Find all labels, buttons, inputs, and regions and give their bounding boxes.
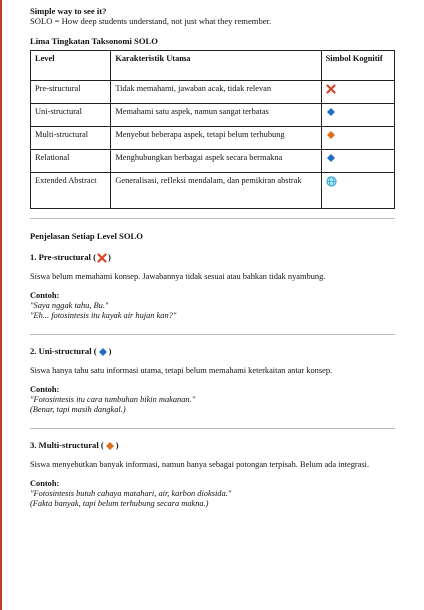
divider	[30, 218, 395, 219]
example-line: (Fakta banyak, tapi belum terhubung secara makna.)	[30, 499, 209, 508]
level-heading-prefix: 3. Multi-structural (	[30, 440, 104, 450]
level-heading-suffix: )	[107, 252, 111, 262]
example-line: (Benar, tapi masih dangkal.)	[30, 405, 126, 414]
level-description: Siswa belum memahami konsep. Jawabannya tidak sesuai atau bahkan tidak nyambung.	[30, 272, 326, 281]
table-row	[31, 127, 395, 150]
level-heading-prefix: 1. Pre-structural (	[30, 252, 96, 262]
table-row	[31, 104, 395, 127]
table-title: Lima Tingkatan Taksonomi SOLO	[30, 36, 158, 46]
orange-diamond-icon	[105, 441, 115, 451]
header-simbol: Simbol Kognitif	[321, 51, 394, 81]
level-block-pre-structural	[30, 252, 396, 321]
level-description: Siswa menyebutkan banyak informasi, namun hanya sebagai potongan terpisah. Belum ada integrasi.	[30, 460, 370, 469]
level-heading-prefix: 2. Uni-structural (	[30, 346, 97, 356]
intro-title: Simple way to see it?	[30, 6, 107, 16]
globe-icon	[326, 176, 337, 189]
row-level: Pre-structural	[31, 81, 111, 104]
level-heading-suffix: )	[108, 346, 112, 356]
example-line: "Saya nggak tahu, Bu."	[30, 301, 109, 310]
intro-line: SOLO = How deep students understand, not just what they remember.	[30, 16, 272, 26]
row-symbol	[321, 81, 394, 104]
red-x-icon	[326, 84, 336, 96]
orange-diamond-icon	[326, 130, 336, 142]
table-header-row	[31, 51, 395, 81]
divider	[30, 334, 395, 335]
row-symbol	[321, 127, 394, 150]
document-content	[30, 6, 396, 509]
row-level: Multi-structural	[31, 127, 111, 150]
row-level: Extended Abstract	[31, 173, 111, 209]
row-desc: Menyebut beberapa aspek, tetapi belum terhubung	[111, 127, 321, 150]
row-desc: Menghubungkan berbagai aspek secara bermakna	[111, 150, 321, 173]
blue-diamond-icon	[326, 153, 336, 165]
level-block-uni-structural	[30, 346, 396, 415]
row-level: Uni-structural	[31, 104, 111, 127]
level-heading	[30, 346, 396, 357]
row-level: Relational	[31, 150, 111, 173]
divider	[30, 428, 395, 429]
blue-diamond-icon	[98, 347, 108, 357]
row-symbol	[321, 150, 394, 173]
blue-diamond-icon	[326, 107, 336, 119]
contoh-label: Contoh:	[30, 479, 60, 488]
header-karakteristik: Karakteristik Utama	[111, 51, 321, 81]
contoh-label: Contoh:	[30, 385, 60, 394]
red-x-icon	[97, 253, 107, 263]
level-block-multi-structural	[30, 440, 396, 509]
level-heading	[30, 252, 396, 263]
header-level: Level	[31, 51, 111, 81]
example-line: "Fotosintesis butuh cahaya matahari, air, karbon dioksida."	[30, 489, 232, 498]
table-row	[31, 173, 395, 209]
solo-table	[30, 50, 395, 209]
example-line: "Eh... fotosintesis itu kayak air hujan kan?"	[30, 311, 177, 320]
row-symbol	[321, 173, 394, 209]
level-heading-suffix: )	[115, 440, 119, 450]
contoh-label: Contoh:	[30, 291, 60, 300]
row-desc: Tidak memahami, jawaban acak, tidak relevan	[111, 81, 321, 104]
row-desc: Memahami satu aspek, namun sangat terbatas	[111, 104, 321, 127]
table-row	[31, 150, 395, 173]
row-symbol	[321, 104, 394, 127]
explain-title: Penjelasan Setiap Level SOLO	[30, 231, 143, 241]
row-desc: Generalisasi, refleksi mendalam, dan pemikiran abstrak	[111, 173, 321, 209]
level-description: Siswa hanya tahu satu informasi utama, tetapi belum memahami keterkaitan antar konsep.	[30, 366, 333, 375]
level-heading	[30, 440, 396, 451]
table-row	[31, 81, 395, 104]
example-line: "Fotosintesis itu cara tumbuhan bikin makanan."	[30, 395, 196, 404]
